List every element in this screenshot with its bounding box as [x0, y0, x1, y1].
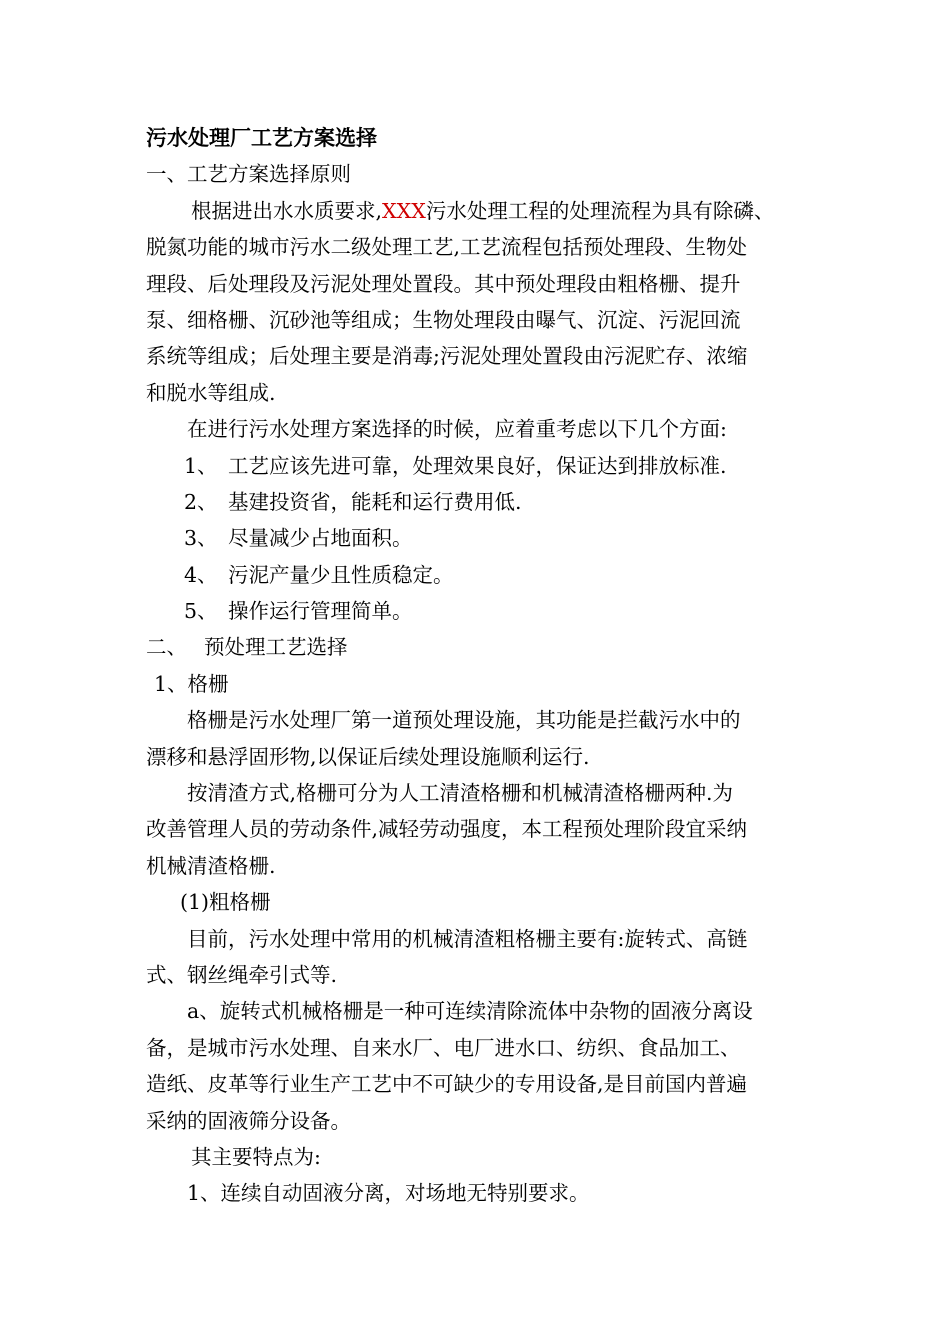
- list-text: 基建投资省，能耗和运行费用低.: [228, 489, 522, 514]
- list-text: 工艺应该先进可靠，处理效果良好，保证达到排放标准.: [228, 453, 727, 478]
- section-2-para-1-line-1: 格栅是污水处理厂第一道预处理设施，其功能是拦截污水中的: [187, 708, 741, 733]
- list-item: [146, 520, 816, 556]
- feature-item: 1、连续自动固液分离，对场地无特别要求。: [187, 1181, 590, 1206]
- list-text: 污泥产量少且性质稳定。: [228, 562, 454, 587]
- document-body: [146, 120, 816, 1212]
- list-number: 3、: [184, 526, 218, 551]
- section-2-para-4-line-2: 备，是城市污水处理、自来水厂、电厂进水口、纺织、食品加工、: [146, 1035, 741, 1060]
- section-1-para-2: 在进行污水处理方案选择的时候，应着重考虑以下几个方面:: [187, 417, 727, 442]
- section-2-para-2-line-1: 按清渣方式,格栅可分为人工清渣格栅和机械清渣格栅两种.为: [187, 781, 734, 806]
- subsection-heading: 1、格栅: [154, 671, 229, 696]
- list-item: [146, 484, 816, 520]
- list-text: 操作运行管理简单。: [228, 599, 413, 624]
- subsection-paren-heading: (1)粗格栅: [180, 890, 271, 915]
- section-2-para-4-line-1: a、旋转式机械格栅是一种可连续清除流体中杂物的固液分离设: [187, 999, 753, 1024]
- document-title: 污水处理厂工艺方案选择: [146, 125, 377, 150]
- section-2-para-4-line-3: 造纸、皮革等行业生产工艺中不可缺少的专用设备,是目前国内普遍: [146, 1072, 748, 1097]
- list-item: [146, 448, 816, 484]
- section-1-para-1-line-6: 和脱水等组成.: [146, 380, 276, 405]
- section-1-heading: 一、工艺方案选择原则: [146, 162, 351, 187]
- section-2-heading: [146, 629, 816, 665]
- section-title: 预处理工艺选择: [204, 635, 348, 660]
- list-number: 4、: [184, 562, 218, 587]
- section-1-para-1-line-3: 理段、后处理段及污泥处理处置段。其中预处理段由粗格栅、提升: [146, 271, 741, 296]
- para-text: 污水处理工程的处理流程为具有除磷、: [425, 198, 775, 223]
- list-item: [146, 593, 816, 629]
- list-number: 2、: [184, 489, 218, 514]
- section-2-para-4-line-4: 采纳的固液筛分设备。: [146, 1108, 351, 1133]
- section-1-para-1-line-1: [146, 193, 816, 229]
- list-number: 5、: [184, 599, 218, 624]
- placeholder-project-name: XXX: [382, 198, 426, 223]
- section-1-para-1-line-4: 泵、细格栅、沉砂池等组成；生物处理段由曝气、沉淀、污泥回流: [146, 307, 741, 332]
- section-2-para-1-line-2: 漂移和悬浮固形物,以保证后续处理设施顺利运行.: [146, 744, 590, 769]
- para-text: 根据进出水水质要求,: [191, 198, 383, 223]
- section-2-para-3-line-2: 式、钢丝绳牵引式等.: [146, 962, 338, 987]
- list-text: 尽量减少占地面积。: [228, 526, 413, 551]
- section-2-para-2-line-3: 机械清渣格栅.: [146, 853, 276, 878]
- section-2-para-3-line-1: 目前，污水处理中常用的机械清渣粗格栅主要有:旋转式、高链: [187, 926, 748, 951]
- list-number: 1、: [184, 453, 218, 478]
- section-1-para-1-line-5: 系统等组成；后处理主要是消毒;污泥处理处置段由污泥贮存、浓缩: [146, 344, 748, 369]
- section-1-para-1-line-2: 脱氮功能的城市污水二级处理工艺,工艺流程包括预处理段、生物处: [146, 235, 748, 260]
- list-item: [146, 557, 816, 593]
- section-2-para-2-line-2: 改善管理人员的劳动条件,减轻劳动强度，本工程预处理阶段宜采纳: [146, 817, 748, 842]
- section-2-para-5: 其主要特点为:: [191, 1144, 321, 1169]
- section-number: 二、: [146, 635, 187, 660]
